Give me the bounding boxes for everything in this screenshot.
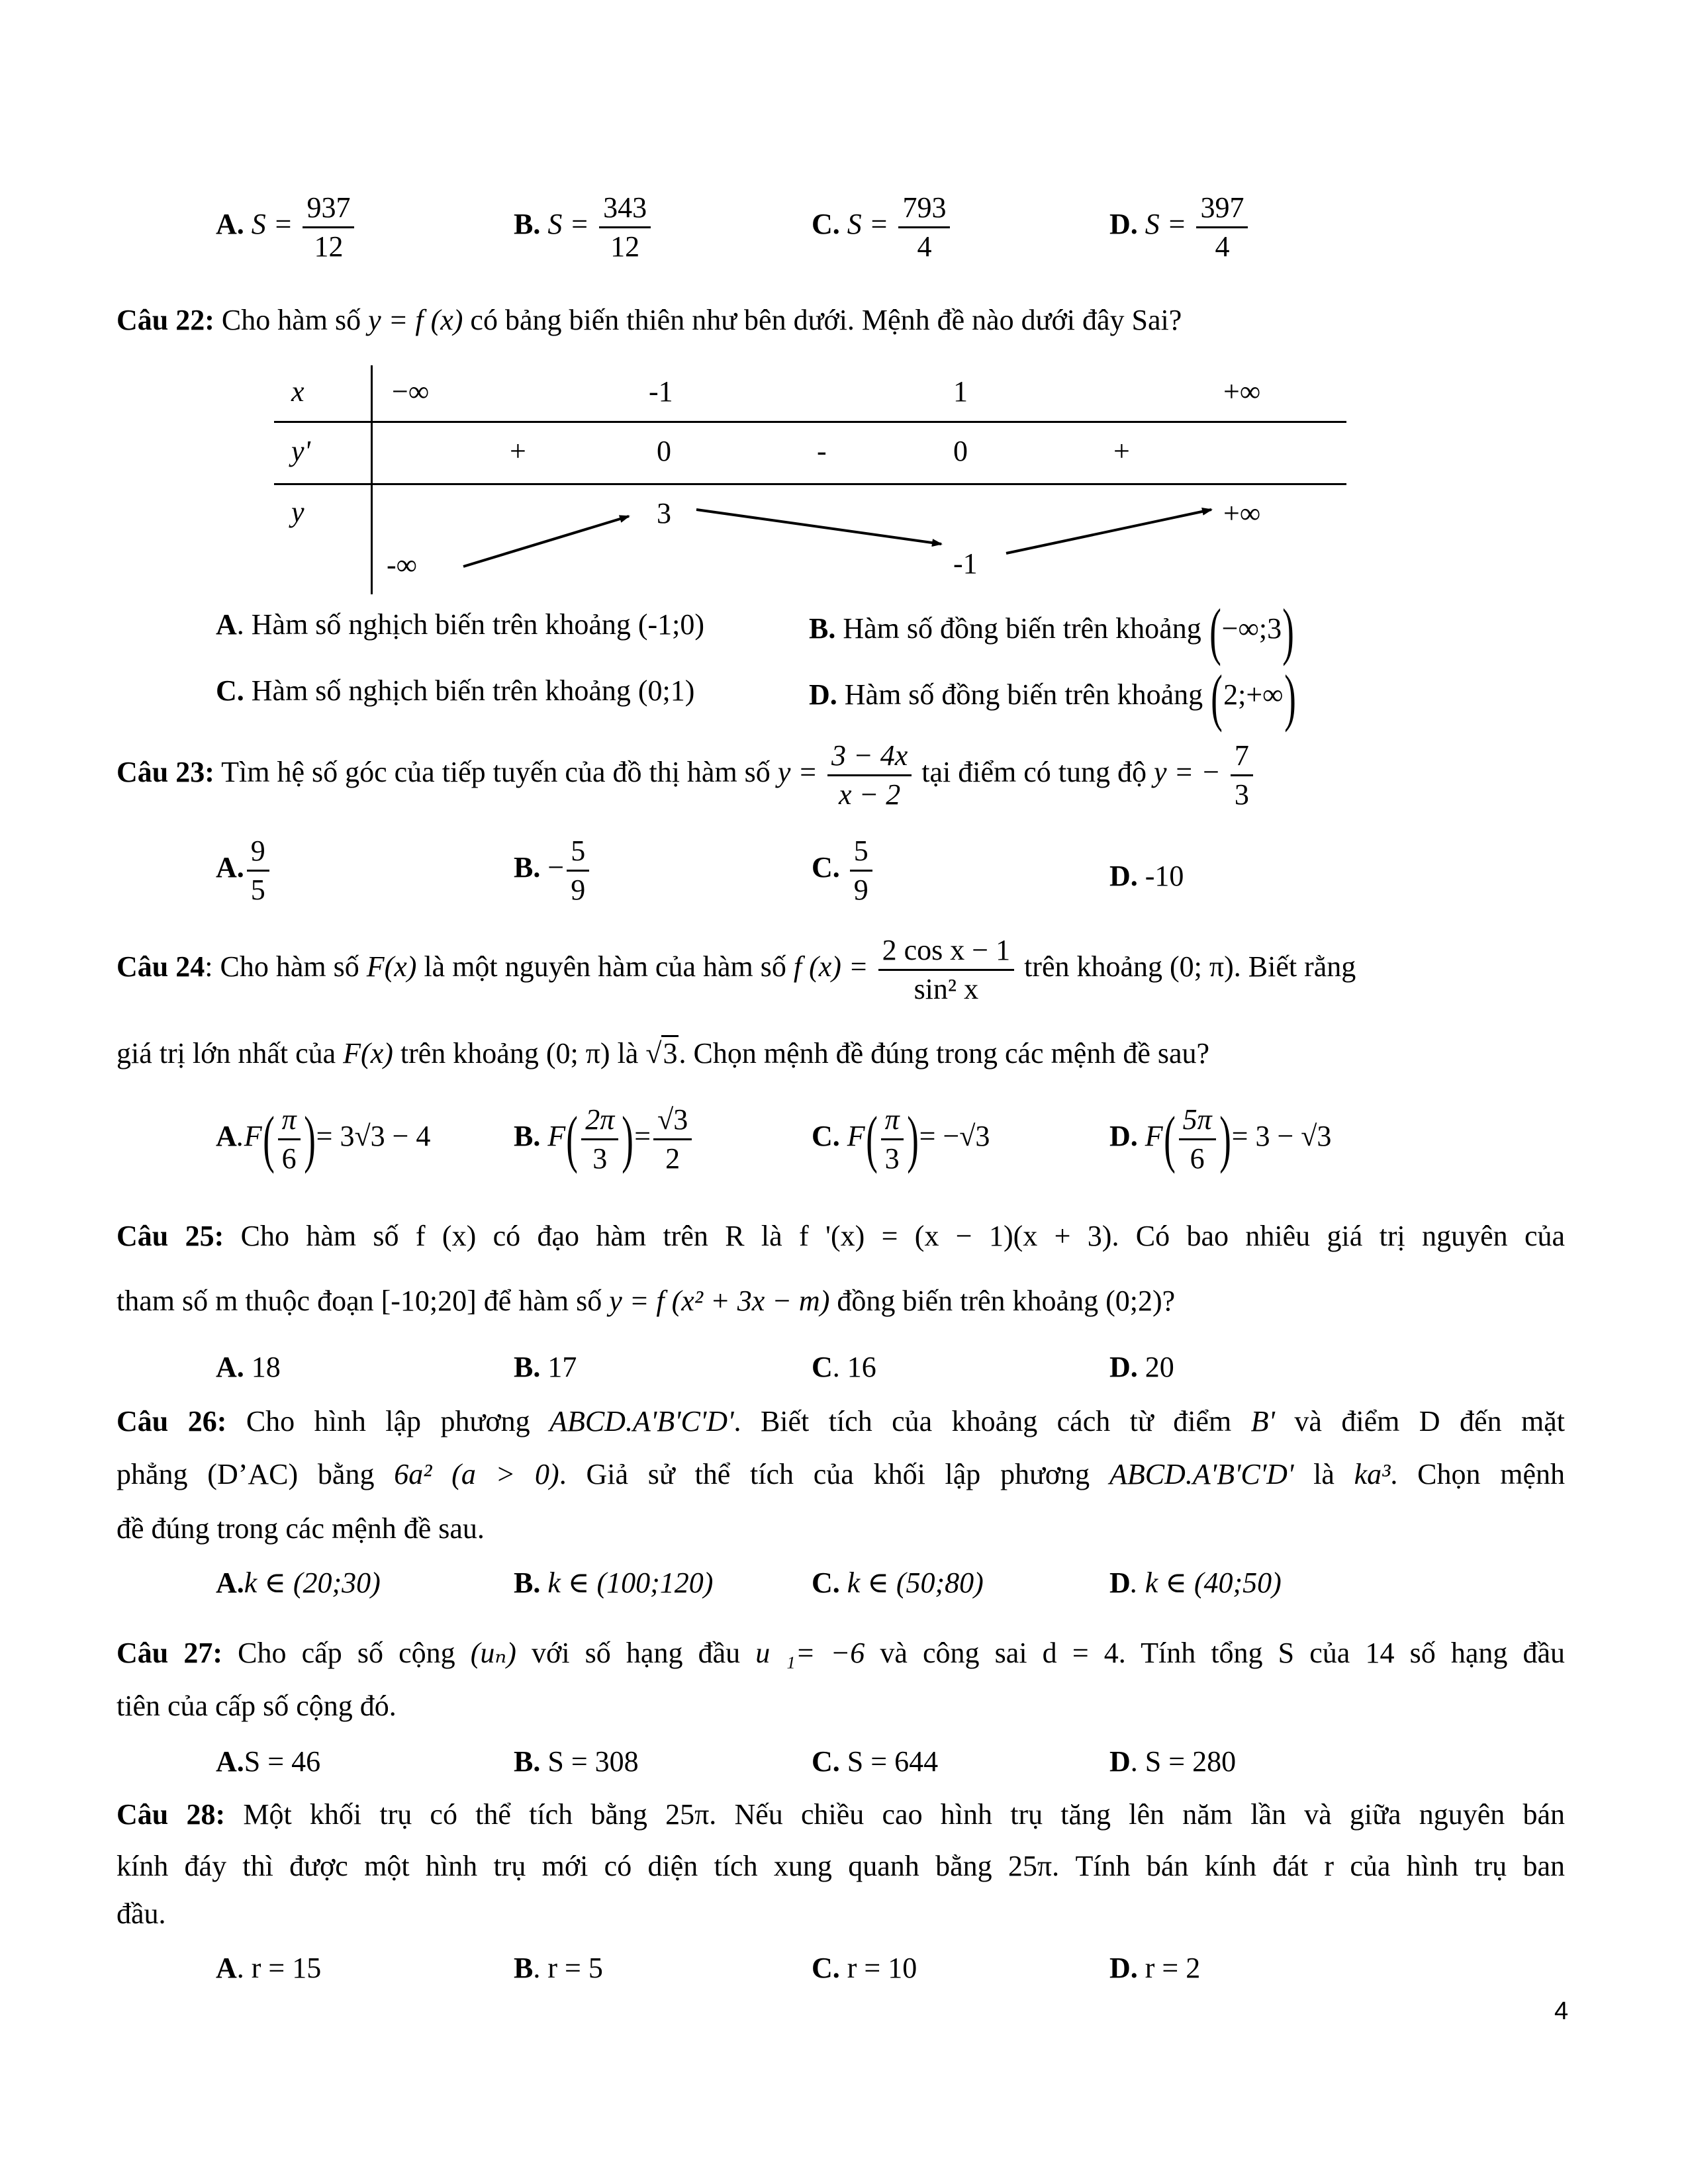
row-label-yprime: y' [291,435,310,467]
q22-option-b: B. Hàm số đồng biến trên khoảng (−∞;3) [809,596,1294,666]
y-local-max: 3 [657,497,671,529]
y-end: +∞ [1223,497,1261,529]
q24-question-line2: giá trị lớn nhất của F(x) trên khoảng (0; π) là √3. Chọn mệnh đề đúng trong các mệnh đề sau? [117,1036,1209,1071]
arrow-increasing-2 [1006,510,1211,553]
q25-question-line1: Câu 25: Cho hàm số f (x) có đạo hàm trên R là f '(x) = (x − 1)(x + 3). Có bao nhiêu giá trị nguyên của [117,1220,1566,1252]
yprime-sign: + [510,435,526,467]
q26-option-a: A.k ∈ (20;30) [216,1567,381,1599]
q26-question-line2: phẳng (D’AC) bằng 6a² (a > 0). Giả sử thể tích của khối lập phương ABCD.A'B'C'D' là ka³. Chọn mệnh [117,1458,1566,1490]
q27-question-line1: Câu 27: Cho cấp số cộng (uₙ) với số hạng đầu u ₁= −6 và công sai d = 4. Tính tổng S của 14 số hạng đầu [117,1637,1566,1669]
q22-option-d: D. Hàm số đồng biến trên khoảng (2;+∞) [809,662,1296,733]
q21-option-d: D. S = $\frac{397}{4}$ [1109,192,1250,262]
page-number: 4 [1554,1997,1569,2025]
yprime-sign: + [1113,435,1130,467]
q25-question-line2: tham số m thuộc đoạn [-10;20] để hàm số y = f (x² + 3x − m) đồng biến trên khoảng (0;2)? [117,1285,1176,1317]
q26-question-line3: đề đúng trong các mệnh đề sau. [117,1512,485,1545]
q26-question-line1: Câu 26: Cho hình lập phương ABCD.A'B'C'D'. Biết tích của khoảng cách từ điểm B' và điểm D đến mặt [117,1405,1565,1437]
q26-option-b: B. k ∈ (100;120) [514,1567,714,1599]
q25-option-d: D. 20 [1109,1351,1174,1383]
q27-option-c: C. S = 644 [812,1745,939,1778]
q24-option-c: C. F( $\frac{\pi}{3}$ )= −√3 [812,1103,990,1175]
q27-option-d: D. S = 280 [1109,1745,1237,1778]
q21-option-a: A. S = $\frac{937}{12}$ [216,192,357,262]
q21-option-b: B. S = $\frac{343}{12}$ [514,192,653,262]
q22-option-c: C. Hàm số nghịch biến trên khoảng (0;1) [216,674,695,707]
y-local-min: -1 [953,547,978,580]
x-value: -1 [649,375,673,408]
q28-question-line1: Câu 28: Một khối trụ có thể tích bằng 25π. Nếu chiều cao hình trụ tăng lên năm lần và giữa nguyên bán [117,1798,1565,1831]
q26-option-c: C. k ∈ (50;80) [812,1567,984,1599]
arrow-increasing-1 [463,516,629,567]
q27-option-a: A.S = 46 [216,1745,321,1778]
q27-option-b: B. S = 308 [514,1745,639,1778]
row-label-y: y [291,496,305,528]
q25-option-a: A. 18 [216,1351,281,1383]
row-label-x: x [291,375,305,408]
q23-option-a: A. $\frac{9}{5}$ [216,835,272,905]
q24-option-a: A.F( $\frac{\pi}{6}$ )= 3√3 − 4 [216,1103,431,1175]
q23-option-c: C. $\frac{5}{9}$ [812,835,875,905]
q27-question-line2: tiên của cấp số cộng đó. [117,1690,397,1722]
q24-option-d: D. F( $\frac{5\pi}{6}$ )= 3 − √3 [1109,1103,1332,1175]
q28-option-b: B. r = 5 [514,1952,603,1984]
q26-option-d: D. k ∈ (40;50) [1109,1567,1282,1599]
q22-question: Câu 22: Cho hàm số y = f (x) có bảng biến thiên như bên dưới. Mệnh đề nào dưới đây Sai? [117,304,1182,336]
arrow-decreasing [696,510,941,544]
yprime-zero: 0 [657,435,671,467]
x-value: −∞ [392,375,430,408]
q25-option-c: C. 16 [812,1351,876,1383]
q23-option-b: B. − $\frac{5}{9}$ [514,835,592,905]
q28-option-c: C. r = 10 [812,1952,917,1984]
x-value: +∞ [1223,375,1261,408]
x-value: 1 [953,375,968,408]
yprime-sign: - [817,435,827,467]
q24-question-line1: Câu 24: Cho hàm số F(x) là một nguyên hàm của hàm số f (x) = $\frac{\text{2 cos x − 1}}{\text{sin² x}}$ trên khoảng (0; π). Biết rằng [117,934,1356,1005]
yprime-zero: 0 [953,435,968,467]
q24-option-b: B. F( $\frac{2\pi}{3}$ )= $\frac{√3}{2}$ [514,1104,694,1174]
table-arrows [0,0,1688,666]
q28-option-a: A. r = 15 [216,1952,322,1984]
q28-option-d: D. r = 2 [1109,1952,1201,1984]
q25-option-b: B. 17 [514,1351,577,1383]
q23-question: Câu 23: Tìm hệ số góc của tiếp tuyến của đồ thị hàm số y = $\frac{3 - 4x}{x - 2}$ tại điểm có tung độ y = − $\frac{7}{3}$ [117,740,1256,810]
q28-question-line3: đầu. [117,1897,166,1930]
q22-option-a: A. Hàm số nghịch biến trên khoảng (-1;0) [216,608,705,641]
q23-option-d: D. -10 [1109,860,1184,892]
q28-question-line2: kính đáy thì được một hình trụ mới có diện tích xung quanh bằng 25π. Tính bán kính đát r của hình trụ ban [117,1850,1565,1882]
q21-option-c: C. S = $\frac{793}{4}$ [812,192,953,262]
y-start: -∞ [387,549,418,581]
